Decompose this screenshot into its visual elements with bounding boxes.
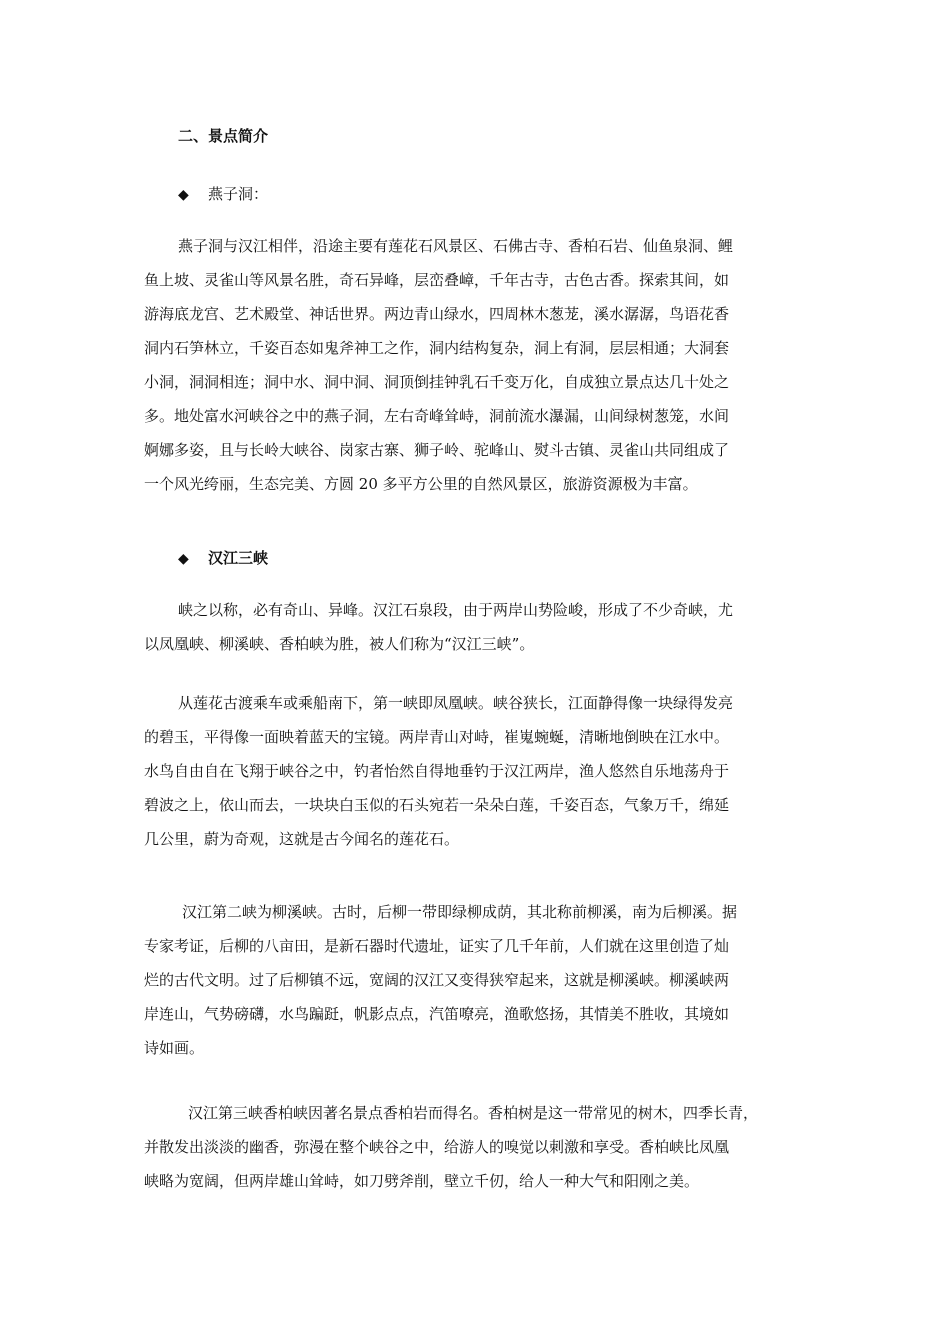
paragraph-line: 烂的古代文明。过了后柳镇不远，宽阔的汉江又变得狭窄起来，这就是柳溪峡。柳溪峡两 [144,971,730,989]
paragraph-line: 小洞，洞洞相连；洞中水、洞中洞、洞顶倒挂钟乳石千变万化，自成独立景点达几十处之 [144,373,730,391]
paragraph-line: 专家考证，后柳的八亩田，是新石器时代遗址，证实了几千年前，人们就在这里创造了灿 [144,937,730,955]
paragraph-line: 燕子洞与汉江相伴，沿途主要有莲花石风景区、石佛古寺、香柏石岩、仙鱼泉洞、鲤 [178,237,734,255]
paragraph-yanzidong [144,229,808,501]
heading-yanzidong [178,183,268,206]
paragraph-line: 一个风光绔丽，生态完美、方圆 20 多平方公里的自然风景区，旅游资源极为丰富。 [144,475,698,493]
paragraph-line: 岸连山，气势磅礴，水鸟蹁跹，帆影点点，汽笛嘹亮，渔歌悠扬，其情美不胜收，其境如 [144,1005,730,1023]
paragraph-line: 从莲花古渡乘车或乘船南下，第一峡即凤凰峡。峡谷狭长，江面静得像一块绿得发亮 [178,694,734,712]
diamond-bullet-icon: ◆ [178,551,189,567]
paragraph-line: 游海底龙宫、艺术殿堂、神话世界。两边青山绿水，四周林木葱茏，溪水潺潺，鸟语花香 [144,305,730,323]
paragraph-liuxi [144,895,808,1065]
paragraph-line: 峡之以称，必有奇山、异峰。汉江石泉段，由于两岸山势险峻，形成了不少奇峡，尤 [178,601,734,619]
paragraph-line: 洞内石笋林立，千姿百态如鬼斧神工之作，洞内结构复杂，洞上有洞，层层相通；大洞套 [144,339,730,357]
paragraph-line: 几公里，蔚为奇观，这就是古今闻名的莲花石。 [144,830,460,848]
paragraph-line: 并散发出淡淡的幽香，弥漫在整个峡谷之中，给游人的嗅觉以刺激和享受。香柏峡比凤凰 [144,1138,730,1156]
heading-hanjiang [178,547,268,570]
paragraph-line: 汉江第三峡香柏峡因著名景点香柏岩而得名。香柏树是这一带常见的树木，四季长青， [188,1104,759,1122]
heading-hanjiang-label: 汉江三峡 [208,549,269,567]
paragraph-line: 峡略为宽阔，但两岸雄山耸峙，如刀劈斧削，壁立千仞，给人一种大气和阳刚之美。 [144,1172,700,1190]
paragraph-line: 多。地处富水河峡谷之中的燕子洞，左右奇峰耸峙，洞前流水瀑漏，山间绿树葱笼，水间 [144,407,730,425]
paragraph-line: 碧波之上，依山而去，一块块白玉似的石头宛若一朵朵白莲，千姿百态，气象万千，绵延 [144,796,730,814]
paragraph-line: 水鸟自由自在飞翔于峡谷之中，钓者怡然自得地垂钓于汉江两岸，渔人悠然自乐地荡舟于 [144,762,730,780]
paragraph-line: 汉江第二峡为柳溪峡。古时，后柳一带即绿柳成荫，其北称前柳溪，南为后柳溪。据 [182,903,738,921]
paragraph-line: 以凤凰峡、柳溪峡、香柏峡为胜，被人们称为“汉江三峡”。 [144,635,535,653]
paragraph-line: 鱼上坡、灵雀山等风景名胜，奇石异峰，层峦叠嶂，千年古寺，古色古香。探索其间，如 [144,271,730,289]
paragraph-intro [144,593,808,661]
paragraph-fenghuang [144,686,808,856]
diamond-bullet-icon: ◆ [178,187,189,203]
paragraph-line: 的碧玉，平得像一面映着蓝天的宝镜。两岸青山对峙，崔嵬蜿蜒，清晰地倒映在江水中。 [144,728,730,746]
heading-yanzidong-label: 燕子洞： [208,185,269,203]
paragraph-line: 诗如画。 [144,1039,205,1057]
paragraph-xiangbai [144,1096,808,1198]
section-title: 二、景点简介 [178,127,269,145]
paragraph-line: 婀娜多姿，且与长岭大峡谷、岗家古寨、狮子岭、驼峰山、熨斗古镇、灵雀山共同组成了 [144,441,730,459]
